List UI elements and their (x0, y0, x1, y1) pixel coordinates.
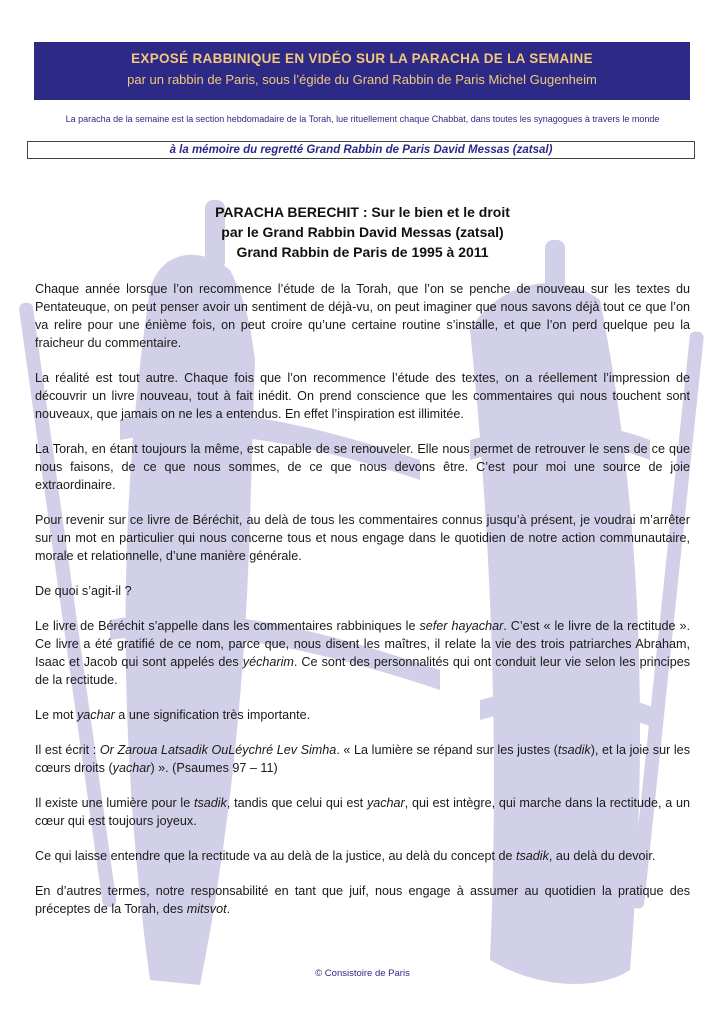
header-banner (34, 42, 690, 100)
title-line-2: par le Grand Rabbin David Messas (zatsal) (221, 224, 504, 240)
paragraph-7 (35, 706, 690, 724)
p6-text: Le livre de Béréchit s’appelle dans les commentaires rabbiniques le (35, 619, 420, 633)
p8-text: ), et la joie sur les cœurs droits ( (35, 743, 690, 775)
p10-text: , au delà du devoir. (548, 849, 656, 863)
paragraph-3: La Torah, en étant toujours la même, est capable de se renouveler. Elle nous permet de retrouver le sens de ce que nous faisons, de ce que nous sommes, de ce que nous devons être. C’est pour moi une source de joie extraordinaire. (35, 442, 690, 492)
paragraph-1: Chaque année lorsque l’on recommence l’étude de la Torah, que l’on se penche de nouveau sur les textes du Pentateuque, on peut penser avoir un sentiment de déjà-vu, on peut imaginer que nous savons déjà tout ce que l’on va relire pour une énième fois, on peut croire qu’une certaine routine s’installe, et que l’on perd quelque peu la fraicheur du commentaire. (35, 282, 690, 350)
footer-copyright: © Consistoire de Paris (315, 968, 410, 979)
p6-term: yécharim (242, 655, 294, 669)
article-title (0, 202, 725, 262)
paragraph-2: La réalité est tout autre. Chaque fois que l’on recommence l’étude des textes, on a réellement l’impression de découvrir un livre nouveau, tout à fait inédit. On prend conscience que les commentaires qui nous touchent sont nouveaux, que jamais on ne les a entendus. En effet l’inspiration est illimitée. (35, 371, 690, 421)
p8-text: . « La lumière se répand sur les justes ( (336, 743, 558, 757)
article-body (35, 280, 690, 935)
p9-term: tsadik (193, 796, 227, 810)
title-line-1: PARACHA BERECHIT : Sur le bien et le droit (215, 204, 510, 220)
p7-term: yachar (77, 708, 115, 722)
p10-term: tsadik (516, 849, 549, 863)
p8-term: Or Zaroua Latsadik OuLéychré Lev Simha (99, 743, 337, 757)
paragraph-10 (35, 847, 690, 865)
p6-text: . Ce sont des personnalités qui ont conduit leur vie selon les principes de la rectitude. (35, 655, 690, 687)
p7-text: Le mot (35, 708, 77, 722)
p9-text: , tandis que celui qui est (226, 796, 367, 810)
p9-term: yachar (366, 796, 405, 810)
tagline: La paracha de la semaine est la section hebdomadaire de la Torah, lue rituellement chaque Chabbat, dans toutes les synagogues à travers le monde (65, 114, 660, 124)
paragraph-5: De quoi s’agit-il ? (35, 584, 132, 598)
paragraph-11 (35, 882, 690, 918)
p11-text: En d’autres termes, notre responsabilité en tant que juif, nous engage à assumer au quotidien la pratique des préceptes de la Torah, des (35, 884, 690, 916)
p11-term: mitsvot (186, 902, 227, 916)
p8-term: yachar (112, 761, 151, 775)
header-subtitle: par un rabbin de Paris, sous l’égide du Grand Rabbin de Paris Michel Gugenheim (127, 72, 597, 87)
p8-term: tsadik (557, 743, 591, 757)
title-line-3: Grand Rabbin de Paris de 1995 à 2011 (236, 244, 489, 260)
p7-text: a une signification très importante. (114, 708, 311, 722)
paragraph-4: Pour revenir sur ce livre de Béréchit, au delà de tous les commentaires connus jusqu’à présent, je voudrai m’arrêter sur un mot en particulier qui nous concerne tous et nous engage dans le quotidien de notre action communautaire, morale et relationnelle, d’une manière générale. (35, 513, 690, 563)
p11-text: . (226, 902, 231, 916)
memorial-box: à la mémoire du regretté Grand Rabbin de Paris David Messas (zatsal) (27, 141, 695, 159)
paragraph-8 (35, 741, 690, 777)
p6-term: sefer hayachar (419, 619, 504, 633)
header-title: EXPOSÉ RABBINIQUE EN VIDÉO SUR LA PARACHA DE LA SEMAINE (131, 51, 593, 66)
p9-text: Il existe une lumière pour le (35, 796, 194, 810)
paragraph-9 (35, 794, 690, 830)
p6-text: . C’est « le livre de la rectitude ». Ce livre a été gratifié de ce nom, parce que, nous disent les maîtres, il relate la vie des trois patriarches Abraham, Isaac et Jacob qui sont appelés des (35, 619, 690, 669)
p8-text: ) ». (Psaumes 97 – 11) (150, 761, 278, 775)
p9-text: , qui est intègre, qui marche dans la rectitude, a un cœur qui est toujours joyeux. (35, 796, 690, 828)
p10-text: Ce qui laisse entendre que la rectitude va au delà de la justice, au delà du concept de (35, 849, 516, 863)
p8-text: Il est écrit : (35, 743, 100, 757)
paragraph-6 (35, 617, 690, 689)
